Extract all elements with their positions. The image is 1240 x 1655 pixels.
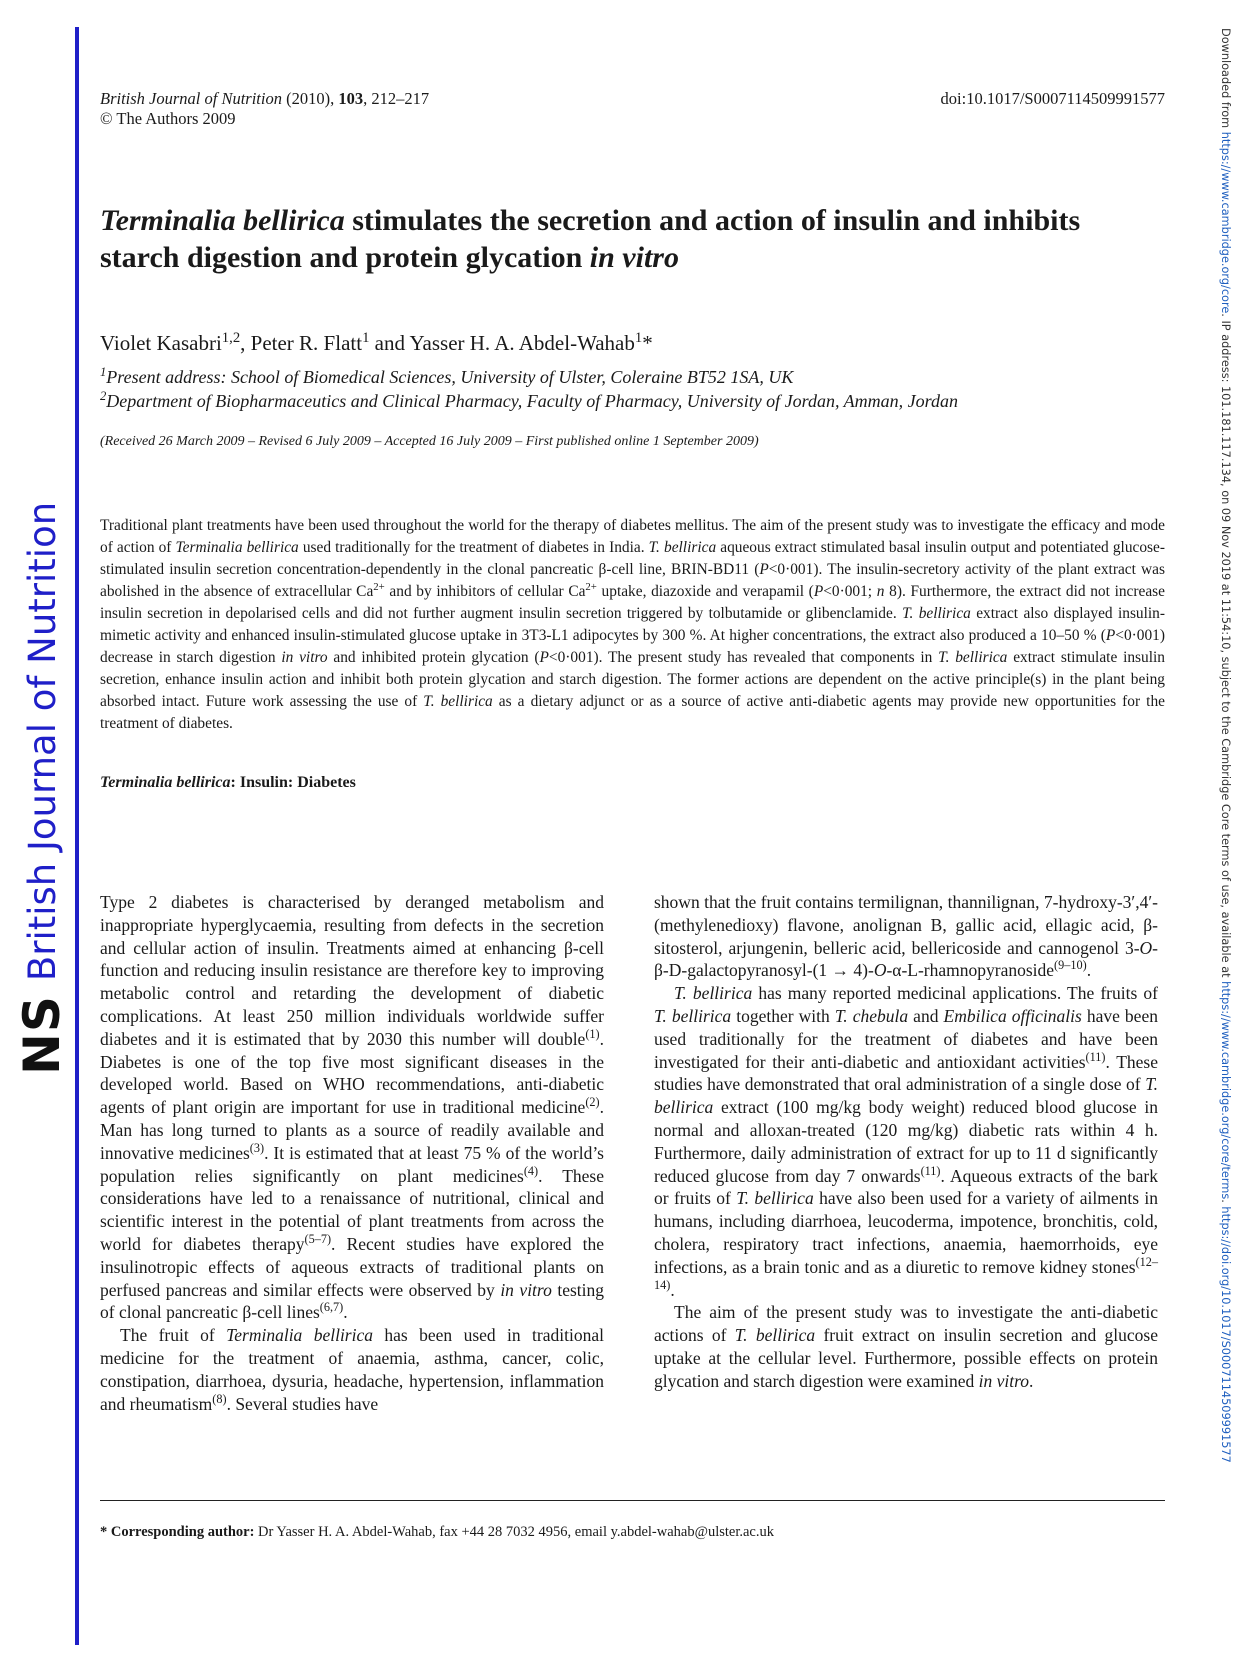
- affiliation-1: $^1$Present address: School of Biomedical Sciences, University of Ulster, Coleraine BT52 1SA, UK: [100, 365, 794, 387]
- journal-citation: British Journal of Nutrition (2010), 103, 212–217: [100, 89, 430, 108]
- doi: doi:10.1017/S0007114509991577: [940, 89, 1165, 108]
- keywords: Terminalia bellirica: Insulin: Diabetes: [100, 774, 356, 791]
- sidebar-journal-name: British Journal of Nutrition: [20, 501, 64, 982]
- paragraph: T. bellirica has many reported medicinal applications. The fruits of T. bellirica together with T. chebula and Embilica officinalis have been used traditionally for the treatment of diabetes and have been investigated for their anti-diabetic and antioxidant activities$^{(11)}$. These studies have demonstrated that oral administration of a single dose of T. bellirica extract (100 mg/kg body weight) reduced blood glucose in normal and alloxan-treated (120 mg/kg) diabetic rats within 4 h. Furthermore, daily administration of extract for up to 11 d significantly reduced glucose from day 7 onwards$^{(11)}$. Aqueous extracts of the bark or fruits of T. bellirica have also been used for a variety of ailments in humans, including diarrhoea, leucoderma, impotence, bronchitis, cold, cholera, respiratory tract infections, anaemia, haemorrhoids, eye infections, as a brain tonic and as a diuretic to remove kidney stones$^{(12-14)}$.: [654, 983, 1159, 1300]
- body-column-right: [654, 891, 1158, 1393]
- received-dates: (Received 26 March 2009 – Revised 6 July 2009 – Accepted 16 July 2009 – First published online 1 September 2009): [100, 434, 759, 449]
- cambridge-core-link[interactable]: https://www.cambridge.org/core: [1219, 131, 1232, 314]
- article-title: Terminalia bellirica stimulates the secretion and action of insulin and inhibits starch digestion and protein glycation in vitro: [100, 204, 1081, 274]
- terms-link[interactable]: https://www.cambridge.org/core/terms: [1219, 981, 1232, 1200]
- paragraph: The fruit of Terminalia bellirica has been used in traditional medicine for the treatment of anaemia, asthma, cancer, colic, constipation, diarrhoea, dysuria, headache, hypertension, inflammation and rheumatism$^{(8)}$. Several studies have: [100, 1325, 604, 1414]
- footnote-rule: [100, 1500, 1165, 1501]
- ns-logo: NS: [13, 995, 71, 1075]
- journal-sidebar: [12, 501, 72, 1075]
- author-list: Violet Kasabri$^{1,2}$, Peter R. Flatt$^1$ and Yasser H. A. Abdel-Wahab$^1$*: [100, 330, 653, 355]
- download-notice: Downloaded from https://www.cambridge.org/core. IP address: 101.181.117.134, on 09 Nov 2019 at 11:54:10, subject to the Cambridge Core terms of use, available at https://www.cambridge.org/core/terms. https://doi.org/10.1017/S0007114509991577: [1219, 28, 1232, 1463]
- left-accent-bar: [75, 27, 79, 1645]
- body-column-left: [100, 891, 604, 1415]
- paragraph: Type 2 diabetes is characterised by deranged metabolism and inappropriate hyperglycaemia, resulting from defects in the secretion and cellular action of insulin. Treatments aimed at enhancing β-cell function and reducing insulin resistance are therefore key to improving metabolic control and retarding the development of diabetic complications. At least 250 million individuals worldwide suffer diabetes and it is estimated that by 2030 this number will double$^{(1)}$. Diabetes is one of the top five most significant diseases in the developed world. Based on WHO recommendations, anti-diabetic agents of plant origin are important for use in traditional medicine$^{(2)}$. Man has long turned to plants as a source of readily available and innovative medicines$^{(3)}$. It is estimated that at least 75 % of the world’s population relies significantly on plant medicines$^{(4)}$. These considerations have led to a renaissance of nutritional, clinical and scientific interest in the potential of plant treatments from across the world for diabetes therapy$^{(5-7)}$. Recent studies have explored the insulinotropic effects of aqueous extracts of traditional plants on perfused pancreas and similar effects were observed by in vitro testing of clonal pancreatic β-cell lines$^{(6,7)}$.: [100, 892, 605, 1323]
- doi-link[interactable]: https://doi.org/10.1017/S0007114509991577: [1219, 1206, 1232, 1463]
- paragraph: shown that the fruit contains termilignan, thannilignan, 7-hydroxy-3′,4′-(methylenedioxy) flavone, anolignan B, gallic acid, ellagic acid, β-sitosterol, arjungenin, belleric acid, bellericoside and cannogenol 3-O-β-D-galactopyranosyl-(1 → 4)-O-α-L-rhamnopyranoside$^{(9-10)}$.: [654, 892, 1158, 981]
- abstract: Traditional plant treatments have been used throughout the world for the therapy of diabetes mellitus. The aim of the present study was to investigate the efficacy and mode of action of Terminalia bellirica used traditionally for the treatment of diabetes in India. T. bellirica aqueous extract stimulated basal insulin output and potentiated glucose-stimulated insulin secretion concentration-dependently in the clonal pancreatic β-cell line, BRIN-BD11 (P<0·001). The insulin-secretory activity of the plant extract was abolished in the absence of extracellular $Ca^{2+}$ and by inhibitors of cellular $Ca^{2+}$ uptake, diazoxide and verapamil (P<0·001; n 8). Furthermore, the extract did not increase insulin secretion in depolarised cells and did not further augment insulin secretion triggered by tolbutamide or glibenclamide. T. bellirica extract also displayed insulin-mimetic activity and enhanced insulin-stimulated glucose uptake in 3T3-L1 adipocytes by 300 %. At higher concentrations, the extract also produced a 10–50 % (P<0·001) decrease in starch digestion in vitro and inhibited protein glycation (P<0·001). The present study has revealed that components in T. bellirica extract stimulate insulin secretion, enhance insulin action and inhibit both protein glycation and starch digestion. The former actions are dependent on the active principle(s) in the plant being absorbed intact. Future work assessing the use of T. bellirica as a dietary adjunct or as a source of active anti-diabetic agents may provide new opportunities for the treatment of diabetes.: [100, 517, 1165, 732]
- affiliation-2: $^2$Department of Biopharmaceutics and Clinical Pharmacy, Faculty of Pharmacy, University of Jordan, Amman, Jordan: [100, 389, 959, 411]
- paragraph: The aim of the present study was to investigate the anti-diabetic actions of T. bellirica fruit extract on insulin secretion and glucose uptake at the cellular level. Furthermore, possible effects on protein glycation and starch digestion were examined in vitro.: [654, 1302, 1158, 1391]
- copyright: © The Authors 2009: [100, 109, 236, 128]
- corresponding-author-footnote: * Corresponding author: Dr Yasser H. A. Abdel-Wahab, fax +44 28 7032 4956, email y.abdel-wahab@ulster.ac.uk: [100, 1524, 774, 1540]
- running-header: [100, 89, 1165, 129]
